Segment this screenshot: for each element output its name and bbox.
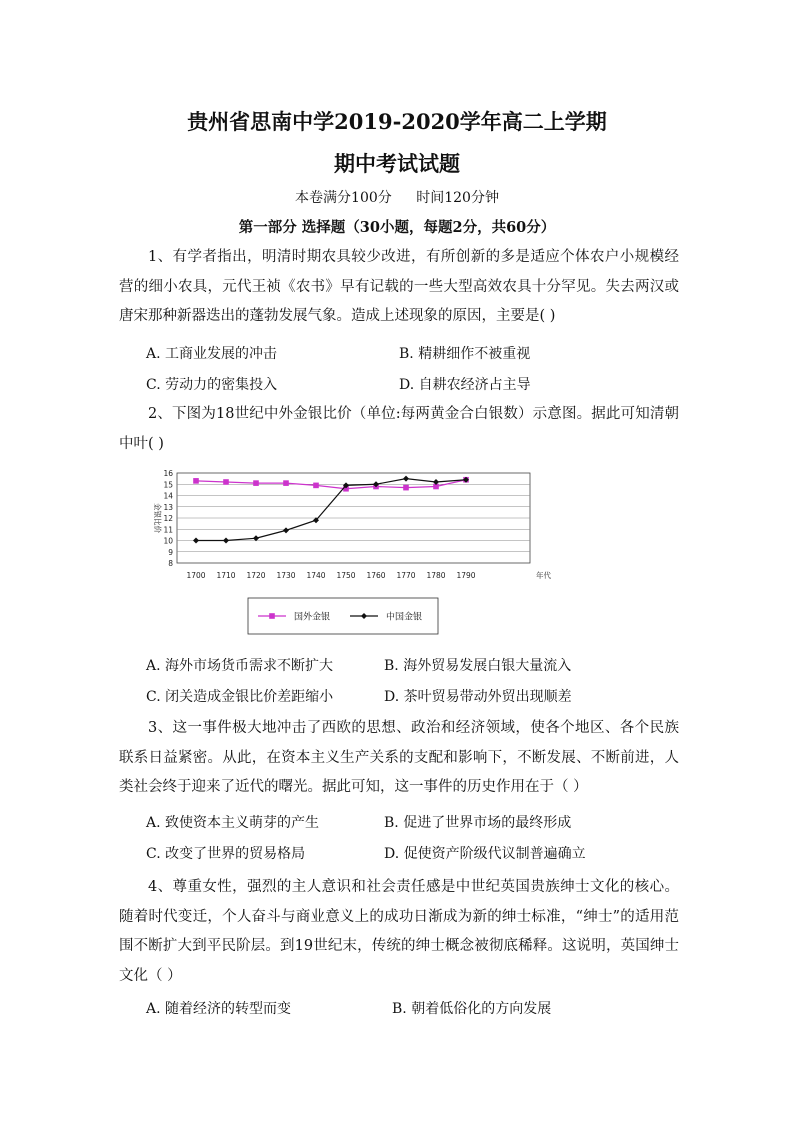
y-tick-label: 9 [168, 547, 173, 557]
x-tick-label: 1750 [336, 571, 356, 580]
option-b[interactable]: B. 海外贸易发展白银大量流入 [384, 658, 572, 674]
x-tick-label: 1720 [246, 571, 266, 580]
x-tick-label: 1700 [186, 571, 206, 580]
option-d[interactable]: D. 促使资产阶级代议制普遍确立 [384, 846, 586, 862]
data-point [313, 483, 319, 489]
data-point [223, 479, 229, 485]
question-4 [119, 873, 679, 991]
question-1 [119, 243, 679, 332]
option-a[interactable]: A. 海外市场货币需求不断扩大 [146, 658, 334, 674]
x-axis-label: 年代 [536, 571, 551, 580]
option-b[interactable]: B. 精耕细作不被重视 [399, 346, 531, 362]
gold-silver-chart [145, 465, 555, 645]
x-tick-label: 1770 [396, 571, 416, 580]
data-point [193, 478, 199, 484]
option-c[interactable]: C. 闭关造成金银比价差距缩小 [146, 689, 334, 705]
exam-time: 时间120分钟 [416, 190, 499, 206]
option-b[interactable]: B. 促进了世界市场的最终形成 [384, 815, 572, 831]
legend-label: 中国金银 [386, 612, 423, 623]
option-a[interactable]: A. 随着经济的转型而变 [146, 1001, 292, 1017]
title-line-2: 期中考试试题 [334, 151, 460, 176]
y-tick-label: 13 [163, 502, 173, 512]
data-point [283, 480, 289, 486]
question-2 [119, 400, 679, 459]
legend-label: 国外金银 [294, 612, 331, 623]
exam-meta [0, 187, 794, 207]
option-b[interactable]: B. 朝着低俗化的方向发展 [392, 1001, 552, 1017]
option-a[interactable]: A. 致使资本主义萌芽的产生 [146, 815, 320, 831]
data-point [193, 538, 199, 544]
section-heading: 第一部分 选择题（30小题，每题2分，共60分） [238, 219, 556, 236]
chart-svg [145, 465, 555, 645]
full-score: 本卷满分100分 [295, 190, 392, 206]
title-line-1: 贵州省思南中学2019-2020学年高二上学期 [187, 109, 607, 134]
y-tick-label: 15 [163, 480, 173, 490]
option-c[interactable]: C. 改变了世界的贸易格局 [146, 846, 306, 862]
y-tick-label: 10 [163, 536, 173, 546]
y-axis-label: 金银比价 [153, 503, 162, 533]
question-3 [119, 714, 679, 803]
option-d[interactable]: D. 自耕农经济占主导 [399, 377, 531, 393]
data-point [283, 527, 289, 533]
data-point [253, 480, 259, 486]
x-tick-label: 1780 [426, 571, 446, 580]
legend-marker [269, 613, 275, 619]
question-text: 1、有学者指出，明清时期农具较少改进，有所创新的多是适应个体农户小规模经营的细小农具，元代王祯《农书》早有记载的一些大型高效农具十分罕见。失去两汉或唐宋那种新器迭出的蓬勃发展气象。造成上述现象的原因，主要是( ) [119, 249, 679, 324]
question-text: 4、尊重女性，强烈的主人意识和社会责任感是中世纪英国贵族绅士文化的核心。随着时代变迁，个人奋斗与商业意义上的成功日渐成为新的绅士标准，“绅士”的适用范围不断扩大到平民阶层。到19世纪末，传统的绅士概念被彻底稀释。这说明，英国绅士文化（ ） [119, 879, 679, 984]
option-d[interactable]: D. 茶叶贸易带动外贸出现顺差 [384, 689, 572, 705]
y-tick-label: 12 [163, 514, 173, 523]
data-point [403, 485, 409, 491]
y-tick-label: 8 [168, 559, 173, 568]
question-text: 3、这一事件极大地冲击了西欧的思想、政治和经济领域，使各个地区、各个民族联系日益紧密。从此，在资本主义生产关系的支配和影响下，不断发展、不断前进，人类社会终于迎来了近代的曙光。据此可知，这一事件的历史作用在于（ ） [119, 720, 679, 795]
option-c[interactable]: C. 劳动力的密集投入 [146, 377, 278, 393]
data-point [403, 476, 409, 482]
y-tick-label: 16 [163, 469, 173, 478]
data-point [223, 538, 229, 544]
option-a[interactable]: A. 工商业发展的冲击 [146, 346, 278, 362]
x-tick-label: 1740 [306, 571, 326, 580]
x-tick-label: 1790 [456, 571, 476, 580]
y-tick-label: 11 [163, 525, 173, 535]
x-tick-label: 1710 [216, 571, 236, 580]
series-line-2 [196, 479, 466, 541]
y-tick-label: 14 [163, 491, 173, 501]
question-text: 2、下图为18世纪中外金银比价（单位:每两黄金合白银数）示意图。据此可知清朝中叶( ) [119, 406, 679, 452]
x-tick-label: 1760 [366, 571, 386, 580]
x-tick-label: 1730 [276, 571, 296, 580]
